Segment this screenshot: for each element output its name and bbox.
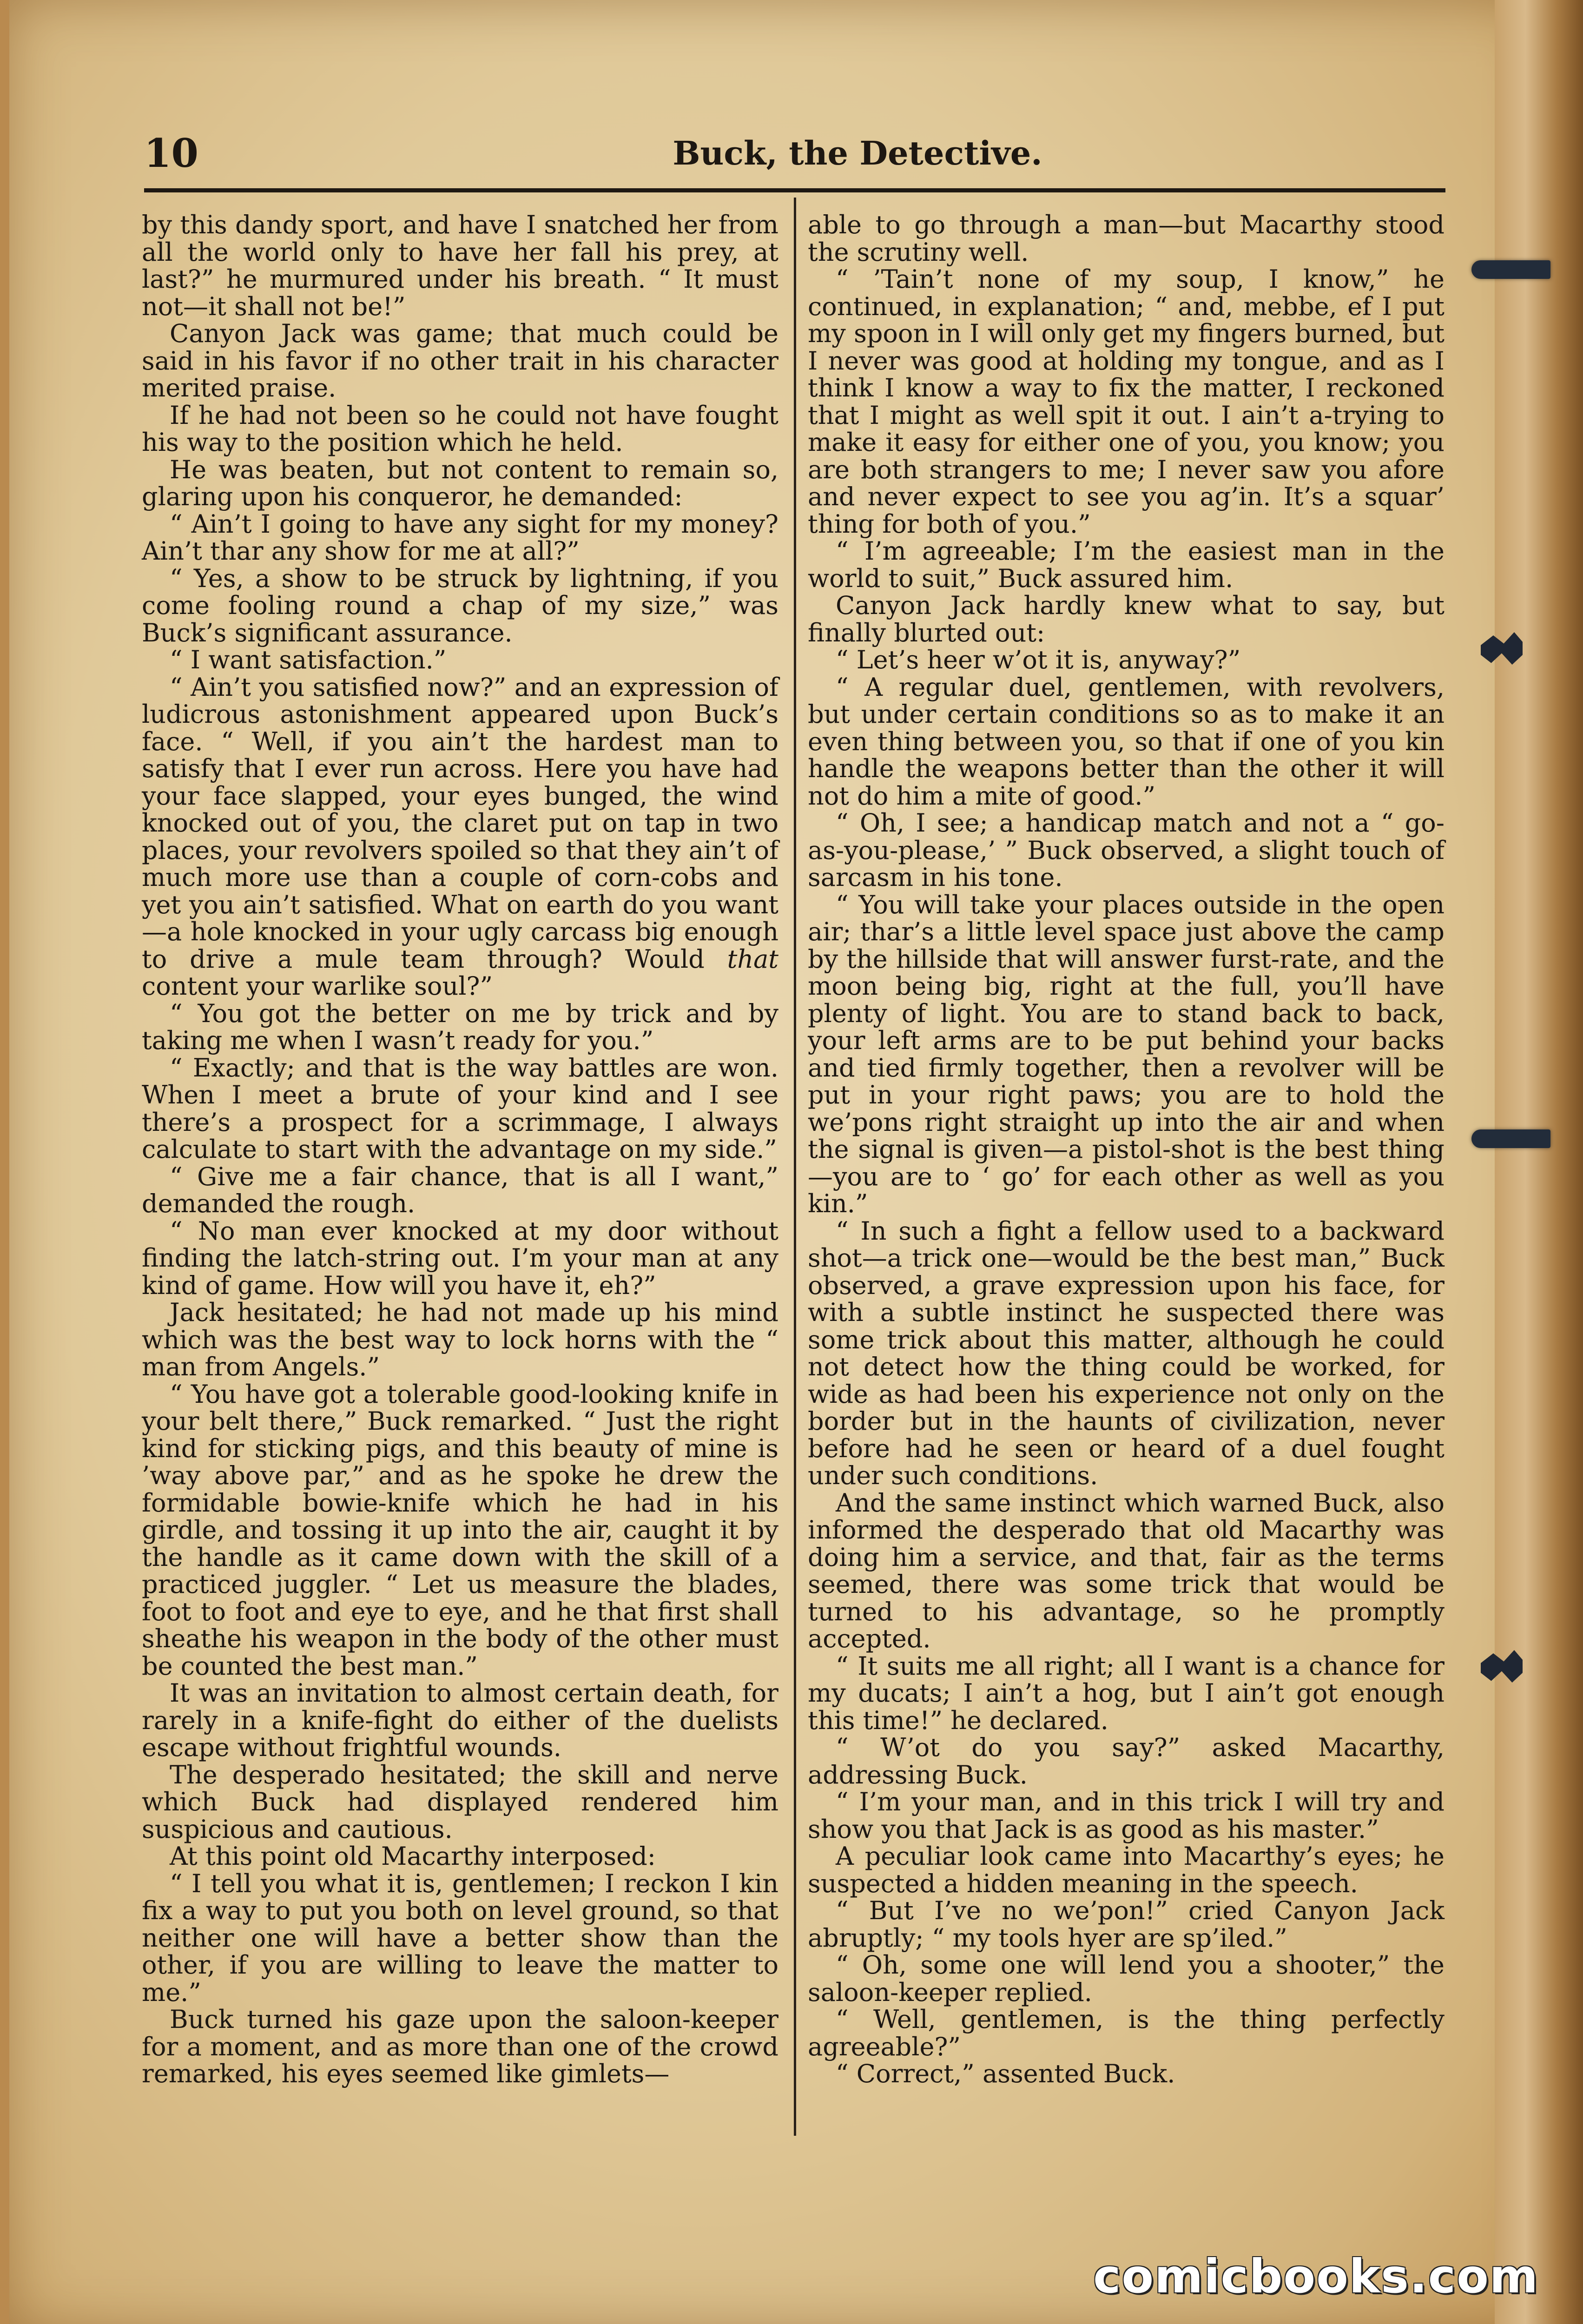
paragraph: Buck turned his gaze upon the saloon-keeper for a moment, and as more than one of the crowd remarked, his eyes seemed like gimlets— [142,2005,778,2088]
column-divider [794,198,796,2136]
paragraph: “ I’m your man, and in this trick I will try and show you that Jack is as good as his master.” [808,1787,1444,1844]
page-header [139,125,1455,186]
paragraph: “ You will take your places outside in the open air; thar’s a little level space just above the camp by the hillside that will answer furst-rate, and the moon being big, right at the full, you’ll have plenty of light. You are to stand back to back, your left arms are to be put behind your backs and tied firmly together, then a revolver will be put in your right paws; you are to hold the we’pons right straight up into the air and when the signal is given—a pistol-shot is the best thing—you are to ‘ go’ for each other as well as you kin.” [808,890,1444,1218]
paragraph: “ Ain’t I going to have any sight for my money? Ain’t thar any show for me at all?” [142,509,778,566]
paragraph: It was an invitation to almost certain death, for rarely in a knife-fight do either of the duelists escape without frightful wounds. [142,1678,778,1762]
paragraph: “ Well, gentlemen, is the thing perfectly agreeable?” [808,2005,1444,2061]
paragraph: by this dandy sport, and have I snatched her from all the world only to have her fall his prey, at last?” he murmured under his breath. “ It must not—it shall not be!” [142,210,778,321]
paragraph: “ You have got a tolerable good-looking knife in your belt there,” Buck remarked. “ Just the right kind for sticking pigs, and this beauty of mine is ’way above par,” and as he spoke he drew the formidable bowie-knife which he had in his girdle, and tossing it up into the air, caught it by the handle as it came down with the skill of a practiced juggler. “ Let us measure the blades, foot to foot and eye to eye, and he that first shall sheathe his weapon in the body of the other must be counted the best man.” [142,1379,778,1681]
paragraph: Canyon Jack was game; that much could be said in his favor if no other trait in his character merited praise. [142,319,778,403]
staple-top [1471,260,1550,279]
paragraph: Jack hesitated; he had not made up his mind which was the best way to lock horns with the “ man from Angels.” [142,1298,778,1381]
paragraph: Canyon Jack hardly knew what to say, but finally blurted out: [808,591,1444,647]
paragraph: And the same instinct which warned Buck, also informed the desperado that old Macarthy was doing him a service, and that, fair as the terms seemed, there was some trick that would be turned to his advantage, so he promptly accepted. [808,1488,1444,1653]
paragraph: He was beaten, but not content to remain so, glaring upon his conqueror, he demanded: [142,455,778,511]
paragraph: “ Oh, I see; a handicap match and not a “ go-as-you-please,’ ” Buck observed, a slight touch of sarcasm in his tone. [808,808,1444,892]
staple-middle [1471,1129,1550,1148]
paragraph: “ ’Tain’t none of my soup, I know,” he continued, in explanation; “ and, mebbe, ef I put my spoon in I will only get my fingers burned, but I never was good at holding my tongue, and as I think I know a way to fix the matter, I reckoned that I might as well spit it out. I ain’t a-trying to make it easy for either one of you, you know; you are both strangers to me; I never saw you afore and never expect to see you ag’in. It’s a squar’ thing for both of you.” [808,264,1444,539]
paragraph: “ Exactly; and that is the way battles are won. When I meet a brute of your kind and I see there’s a prospect for a scrimmage, I always calculate to start with the advantage on my side.” [142,1053,778,1164]
paragraph: A peculiar look came into Macarthy’s eyes; he suspected a hidden meaning in the speech. [808,1842,1444,1898]
header-rule [144,188,1445,192]
paragraph: If he had not been so he could not have fought his way to the position which he held. [142,400,778,457]
paragraph: “ Oh, some one will lend you a shooter,” the saloon-keeper replied. [808,1950,1444,2007]
magazine-page [9,0,1543,2324]
paragraph: “ Yes, a show to be struck by lightning, if you come fooling round a chap of my size,” was Buck’s significant assurance. [142,563,778,647]
paragraph: “ But I’ve no we’pon!” cried Canyon Jack abruptly; “ my tools hyer are sp’iled.” [808,1896,1444,1953]
right-column [808,211,1444,2088]
paragraph: “ I want satisfaction.” [170,645,447,674]
paragraph: The desperado hesitated; the skill and nerve which Buck had displayed rendered him suspicious and cautious. [142,1760,778,1844]
left-column [142,211,778,2088]
paragraph: “ Ain’t you satisfied now?” and an expression of ludicrous astonishment appeared upon Buck’s face. “ Well, if you ain’t the hardest man to satisfy that I ever run across. Here you have had your face slapped, your eyes bunged, the wind knocked out of you, the claret put on tap in two places, your revolvers spoiled so that they ain’t of much more use than a couple of corn-cobs and yet you ain’t satisfied. What on earth do you want—a hole knocked in your ugly carcass big enough to drive a mule team through? Would that content your warlike soul?” [142,672,778,1001]
paragraph: “ I’m agreeable; I’m the easiest man in the world to suit,” Buck assured him. [808,536,1444,593]
paragraph: “ In such a fight a fellow used to a backward shot—a trick one—would be the best man,” Buck observed, a grave expression upon his face, for with a subtle instinct he suspected there was some trick about this matter, although he could not detect how the thing could be worked, for wide as had been his experience not only on the border but in the haunts of civilization, never before had he seen or heard of a duel fought under such conditions. [808,1216,1444,1490]
page-spine [1495,0,1583,2324]
paragraph: “ A regular duel, gentlemen, with revolvers, but under certain conditions so as to make it an even thing between you, so that if one of you kin handle the weapons better than the other it will not do him a mite of good.” [808,672,1444,811]
paragraph: “ It suits me all right; all I want is a chance for my ducats; I ain’t a hog, but I ain’t got enough this time!” he declared. [808,1651,1444,1735]
paragraph: “ No man ever knocked at my door without finding the latch-string out. I’m your man at any kind of game. How will you have it, eh?” [142,1216,778,1300]
paragraph: “ W’ot do you say?” asked Macarthy, addressing Buck. [808,1733,1444,1789]
watermark: comicbooks.com [1093,2249,1539,2304]
paragraph: able to go through a man—but Macarthy stood the scrutiny well. [808,210,1444,267]
paragraph: “ You got the better on me by trick and by taking me when I wasn’t ready for you.” [142,998,778,1055]
running-title: Buck, the Detective. [673,134,1042,172]
paragraph: “ Give me a fair chance, that is all I want,” demanded the rough. [142,1162,778,1218]
paragraph: “ I tell you what it is, gentlemen; I reckon I kin fix a way to put you both on level ground, so that neither one will have a better show than the other, if you are willing to leave the matter to me.” [142,1868,778,2007]
paragraph: At this point old Macarthy interposed: [170,1842,656,1871]
paragraph: “ Correct,” assented Buck. [836,2059,1175,2088]
page-number: 10 [144,130,198,176]
paragraph: “ Let’s heer w’ot it is, anyway?” [836,645,1241,674]
